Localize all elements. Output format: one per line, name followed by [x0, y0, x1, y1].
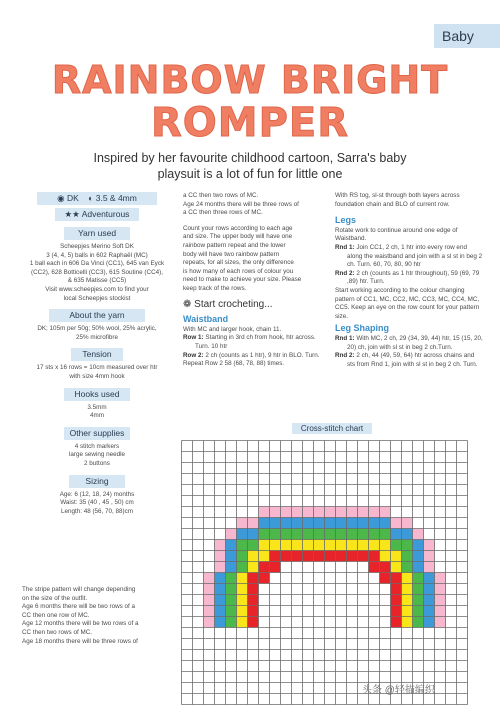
chart-cell-pink: [292, 507, 303, 518]
chart-cell-green: [336, 529, 347, 540]
row-1-label: Row 1:: [183, 334, 204, 342]
chart-cell-pink: [204, 573, 215, 584]
chart-cell-yellow: [281, 540, 292, 551]
chart-cell-red: [380, 573, 391, 584]
chart-cell-yellow: [347, 540, 358, 551]
chart-cell-blue: [413, 562, 424, 573]
legs-after: Start working according to the colour changing pattern of CC1, MC, CC2, MC, CC3, MC, CC4, MC, CC5. Keep an eye on the row count for your pattern size.: [335, 286, 480, 320]
chart-cell-pink: [358, 507, 369, 518]
chart-cell-pink: [435, 617, 446, 628]
level-label: Adventurous: [81, 209, 130, 219]
chart-cell-pink: [314, 507, 325, 518]
count-line: is how many of each rows of colour you: [183, 267, 294, 275]
chart-cell-yellow: [248, 551, 259, 562]
yarn-line: (CC2), 628 Botticelli (CC3), 615 Soutine (CC4),: [31, 268, 163, 276]
page-title: RAINBOW BRIGHT: [51, 58, 449, 102]
chart-cell-blue: [380, 518, 391, 529]
chart-cell-blue: [226, 540, 237, 551]
row-1-text: Starting in 3rd ch from hook, htr across. Turn. 10 htr: [195, 334, 316, 350]
hook-icon: ◐: [88, 193, 94, 203]
chart-cell-red: [380, 562, 391, 573]
shaping-rnd-1-text: With MC, 2 ch, 29 (34, 39, 44) htr, 15 (15, 20, 20) ch, join with sl st in beg 2 ch.Turn.: [347, 334, 483, 351]
stripe-line: Age 12 months there will be two rows of a: [22, 620, 139, 628]
chart-cell-yellow: [303, 540, 314, 551]
chart-cell-green: [413, 595, 424, 606]
chart-cell-blue: [237, 529, 248, 540]
chart-cell-yellow: [402, 606, 413, 617]
chart-cell-green: [237, 551, 248, 562]
chart-cell-blue: [424, 584, 435, 595]
shaping-rnd-2-label: Rnd 2:: [335, 352, 355, 360]
chart-cell-blue: [281, 518, 292, 529]
chart-cell-blue: [424, 606, 435, 617]
subtitle-line-1: Inspired by her favourite childhood cartoon, Sarra's baby: [93, 151, 407, 165]
yarn-ball-icon: ◉: [57, 193, 65, 203]
chart-cell-pink: [435, 606, 446, 617]
supplies-line: 4 stitch markers: [74, 442, 120, 450]
chart-cell-red: [391, 584, 402, 595]
chart-cell-blue: [226, 562, 237, 573]
stripe-line: The stripe pattern will change depending: [22, 586, 136, 593]
chart-cell-red: [369, 551, 380, 562]
intro-line: a CC then two rows of MC.: [183, 192, 259, 199]
sizing-line: Waist: 35 (40 , 45 , 50) cm: [60, 499, 134, 507]
yarn-line: local Scheepjes stockist: [63, 294, 131, 302]
chart-cell-red: [358, 551, 369, 562]
chart-cell-blue: [215, 584, 226, 595]
chart-cell-red: [292, 551, 303, 562]
chart-cell-blue: [413, 540, 424, 551]
chart-cell-green: [270, 529, 281, 540]
leg-shaping-heading: Leg Shaping: [335, 323, 389, 334]
chart-cell-pink: [413, 529, 424, 540]
rnd-2-label: Rnd 2:: [335, 269, 355, 277]
shaping-rnd-1-label: Rnd 1:: [335, 334, 355, 342]
chart-cell-green: [314, 529, 325, 540]
shaping-rnd-2-text: 2 ch, 44 (49, 59, 64) htr across chains and sts from Rnd 1, join with sl st in beg 2 ch. Turn.: [347, 352, 478, 368]
stripe-line: CC then two rows of MC.: [22, 628, 92, 636]
stripe-note: [22, 586, 172, 646]
chart-cell-yellow: [325, 540, 336, 551]
chart-cell-yellow: [391, 551, 402, 562]
yarn-line: Scheepjes Merino Soft DK: [60, 243, 134, 250]
chart-cell-pink: [281, 507, 292, 518]
pattern-column-2: [183, 192, 328, 369]
hook-size-label: 3.5 & 4mm: [95, 193, 137, 203]
chart-cell-red: [325, 551, 336, 562]
chart-cell-red: [303, 551, 314, 562]
chart-cell-red: [281, 551, 292, 562]
chart-cell-blue: [259, 518, 270, 529]
chart-cell-green: [237, 562, 248, 573]
chart-cell-yellow: [292, 540, 303, 551]
yarn-line: Visit www.scheepjes.com to find your: [45, 285, 149, 293]
chart-cell-blue: [347, 518, 358, 529]
chart-cell-green: [237, 540, 248, 551]
chart-cell-blue: [402, 529, 413, 540]
row-2-label: Row 2:: [183, 351, 204, 359]
chart-cell-blue: [325, 518, 336, 529]
chart-cell-green: [226, 584, 237, 595]
yarn-line: 3 (4, 4, 5) balls in 602 Raphaël (MC): [46, 251, 148, 259]
chart-cell-yellow: [402, 595, 413, 606]
start-crocheting-heading: [183, 298, 328, 310]
chart-cell-green: [226, 595, 237, 606]
chart-cell-blue: [314, 518, 325, 529]
category-tag: Baby: [434, 24, 500, 48]
chart-cell-green: [347, 529, 358, 540]
chart-cell-pink: [435, 573, 446, 584]
chart-cell-pink: [237, 518, 248, 529]
chart-cell-blue: [270, 518, 281, 529]
chart-cell-pink: [204, 595, 215, 606]
chart-cell-red: [248, 595, 259, 606]
chart-cell-blue: [358, 518, 369, 529]
hooks-line: 3.5mm: [87, 403, 107, 411]
count-line: body will have two rainbow pattern: [183, 250, 280, 258]
chart-cell-red: [391, 606, 402, 617]
about-yarn-heading: About the yarn: [49, 309, 145, 322]
chart-cell-pink: [369, 507, 380, 518]
supplies-heading: Other supplies: [64, 427, 130, 440]
chart-cell-yellow: [259, 540, 270, 551]
legs-rnd-1: [335, 244, 483, 270]
rnd-2-text: 2 ch (counts as 1 htr throughout), 59 (69, 79 ,89) htr. Turn.: [347, 269, 480, 286]
chart-cell-red: [248, 584, 259, 595]
shaping-rnd-2: [335, 352, 483, 369]
about-line: DK; 105m per 50g; 50% wool, 25% acrylic,: [37, 325, 157, 333]
chart-cell-blue: [424, 573, 435, 584]
chart-cell-red: [391, 595, 402, 606]
stripe-line: Age 18 months there will be three rows of: [22, 637, 138, 645]
chart-cell-pink: [215, 551, 226, 562]
legs-heading: Legs: [335, 215, 357, 226]
chart-cell-pink: [435, 595, 446, 606]
chart-cell-green: [402, 562, 413, 573]
about-line: 25% microfibre: [76, 333, 118, 341]
chart-cell-red: [248, 606, 259, 617]
chart-cell-green: [369, 529, 380, 540]
chart-cell-blue: [215, 595, 226, 606]
chart-cell-green: [259, 529, 270, 540]
level-badge: [55, 208, 139, 221]
chart-cell-pink: [215, 562, 226, 573]
chart-cell-red: [248, 617, 259, 628]
count-line: need to make to achieve your size. Please: [183, 276, 302, 284]
subtitle-line-2: playsuit is a lot of fun for little one: [157, 167, 343, 181]
star-icon: ★★: [64, 209, 80, 219]
chart-cell-red: [270, 551, 281, 562]
row-2-text: 2 ch (counts as 1 htr), 9 htr in BLO. Turn.: [205, 351, 320, 359]
chart-cell-blue: [215, 573, 226, 584]
chart-cell-blue: [292, 518, 303, 529]
intro-line: foundation chain and BLO of current row.: [335, 200, 450, 208]
legs-rnd-2: [335, 270, 483, 287]
stripe-line: CC then one row of MC.: [22, 611, 90, 619]
chart-cell-green: [402, 551, 413, 562]
chart-cell-yellow: [380, 540, 391, 551]
start-label: Start crocheting...: [194, 298, 273, 310]
chart-cell-pink: [204, 617, 215, 628]
chart-cell-pink: [204, 584, 215, 595]
chart-cell-red: [248, 573, 259, 584]
weight-label: DK: [66, 193, 79, 203]
page-title-2: ROMPER: [150, 100, 350, 146]
chart-cell-pink: [226, 529, 237, 540]
chart-title: Cross-stitch chart: [292, 423, 372, 434]
sizing-line: Age: 6 (12, 18, 24) months: [59, 490, 135, 498]
rnd-1-label: Rnd 1:: [335, 243, 355, 251]
yarn-heading: Yarn used: [64, 227, 130, 240]
stripe-line: Age 6 months there will be two rows of a: [22, 603, 136, 611]
intro-line: a CC then three rows of MC.: [183, 209, 263, 217]
stripe-line: on the size of the outfit.: [22, 594, 88, 602]
chart-cell-pink: [259, 507, 270, 518]
chart-cell-yellow: [358, 540, 369, 551]
chart-cell-yellow: [369, 540, 380, 551]
chart-cell-blue: [369, 518, 380, 529]
chart-cell-yellow: [314, 540, 325, 551]
chart-cell-green: [413, 617, 424, 628]
weight-hook-badge: [37, 192, 157, 205]
chart-cell-blue: [424, 595, 435, 606]
chart-cell-blue: [215, 617, 226, 628]
count-line: and size. The upper body will have one: [183, 233, 293, 241]
chart-cell-pink: [248, 518, 259, 529]
chart-cell-yellow: [237, 606, 248, 617]
tension-line: 17 sts x 16 rows = 10cm measured over htr: [36, 364, 158, 372]
chart-cell-green: [358, 529, 369, 540]
chart-cell-green: [226, 606, 237, 617]
chart-cell-red: [259, 573, 270, 584]
chart-cell-green: [303, 529, 314, 540]
chart-cell-pink: [380, 507, 391, 518]
chart-cell-pink: [336, 507, 347, 518]
chart-cell-red: [347, 551, 358, 562]
chart-cell-green: [413, 584, 424, 595]
chart-cell-pink: [347, 507, 358, 518]
supplies-line: 2 buttons: [84, 459, 110, 467]
chart-cell-green: [281, 529, 292, 540]
supplies-line: large sewing needle: [68, 451, 125, 459]
chart-cell-green: [226, 573, 237, 584]
repeat-line: Repeat Row 2 58 (68, 78, 88) times.: [183, 360, 285, 368]
chart-cell-pink: [215, 540, 226, 551]
chart-cell-yellow: [391, 562, 402, 573]
count-line: rainbow pattern repeat and the lower: [183, 241, 286, 249]
chart-cell-yellow: [270, 540, 281, 551]
tension-heading: Tension: [71, 348, 123, 361]
count-line: Count your rows according to each age: [183, 224, 293, 232]
subtitle: [0, 150, 500, 182]
chart-cell-yellow: [248, 562, 259, 573]
chart-cell-green: [402, 540, 413, 551]
chart-cell-yellow: [402, 584, 413, 595]
chart-cell-red: [369, 562, 380, 573]
tension-line: with size 4mm hook: [69, 372, 125, 380]
yarn-ball-icon: ❁: [183, 298, 192, 310]
chart-cell-yellow: [402, 617, 413, 628]
row-2: [183, 352, 328, 361]
chart-cell-pink: [435, 584, 446, 595]
chart-cell-green: [248, 540, 259, 551]
chart-cell-yellow: [237, 573, 248, 584]
chart-cell-yellow: [237, 584, 248, 595]
chart-cell-blue: [413, 551, 424, 562]
hooks-line: 4mm: [90, 412, 104, 420]
chart-cell-green: [226, 617, 237, 628]
chart-cell-pink: [303, 507, 314, 518]
chart-cell-red: [270, 562, 281, 573]
chart-cell-yellow: [259, 551, 270, 562]
chart-cell-blue: [248, 529, 259, 540]
intro-line: Age 24 months there will be three rows of: [183, 200, 299, 208]
rnd-1-text: Join CC1, 2 ch, 1 htr into every row end along the waistband and join with a sl st in beg 2 ch. Turn. 60, 70, 80, 90 htr: [347, 243, 483, 269]
chart-cell-red: [391, 617, 402, 628]
chart-cell-pink: [424, 540, 435, 551]
cross-stitch-chart: [181, 440, 469, 706]
chart-cell-pink: [402, 518, 413, 529]
chart-cell-blue: [303, 518, 314, 529]
row-1: [183, 334, 328, 351]
intro-line: With RS tog, sl-st through both layers across: [335, 192, 460, 199]
waistband-intro: With MC and larger hook, chain 11.: [183, 325, 282, 333]
chart-cell-pink: [424, 551, 435, 562]
chart-cell-yellow: [237, 617, 248, 628]
chart-cell-pink: [391, 518, 402, 529]
chart-cell-yellow: [402, 573, 413, 584]
chart-cell-red: [336, 551, 347, 562]
legs-intro: Rotate work to continue around one edge of Waistband.: [335, 226, 458, 243]
hooks-heading: Hooks used: [64, 388, 130, 401]
watermark: 头条 @轻描编织: [362, 685, 435, 696]
chart-cell-red: [314, 551, 325, 562]
waistband-heading: Waistband: [183, 314, 229, 325]
chart-cell-green: [413, 573, 424, 584]
chart-cell-green: [413, 606, 424, 617]
chart-cell-blue: [215, 606, 226, 617]
yarn-line: 1 ball each in 606 Da Vinci (CC1), 645 van Eyck: [29, 260, 165, 268]
chart-cell-blue: [391, 529, 402, 540]
chart-cell-blue: [424, 617, 435, 628]
chart-cell-pink: [270, 507, 281, 518]
chart-cell-red: [391, 573, 402, 584]
chart-cell-red: [259, 562, 270, 573]
shaping-rnd-1: [335, 335, 483, 352]
sizing-heading: Sizing: [69, 475, 125, 488]
info-panel: [22, 192, 172, 516]
chart-cell-yellow: [237, 595, 248, 606]
chart-cell-blue: [336, 518, 347, 529]
count-line: keep track of the rows.: [183, 284, 247, 292]
chart-cell-blue: [226, 551, 237, 562]
yarn-line: & 635 Matisse (CC5): [67, 277, 127, 285]
chart-cell-green: [292, 529, 303, 540]
chart-cell-green: [325, 529, 336, 540]
chart-cell-yellow: [336, 540, 347, 551]
chart-cell-pink: [424, 562, 435, 573]
pattern-column-3: [335, 192, 483, 369]
chart-cell-yellow: [380, 551, 391, 562]
sizing-line: Length: 48 (56, 70, 88)cm: [60, 507, 134, 515]
count-line: repeats, for all sizes, the only difference: [183, 259, 294, 267]
chart-cell-green: [380, 529, 391, 540]
chart-cell-green: [391, 540, 402, 551]
chart-cell-pink: [325, 507, 336, 518]
chart-cell-pink: [204, 606, 215, 617]
